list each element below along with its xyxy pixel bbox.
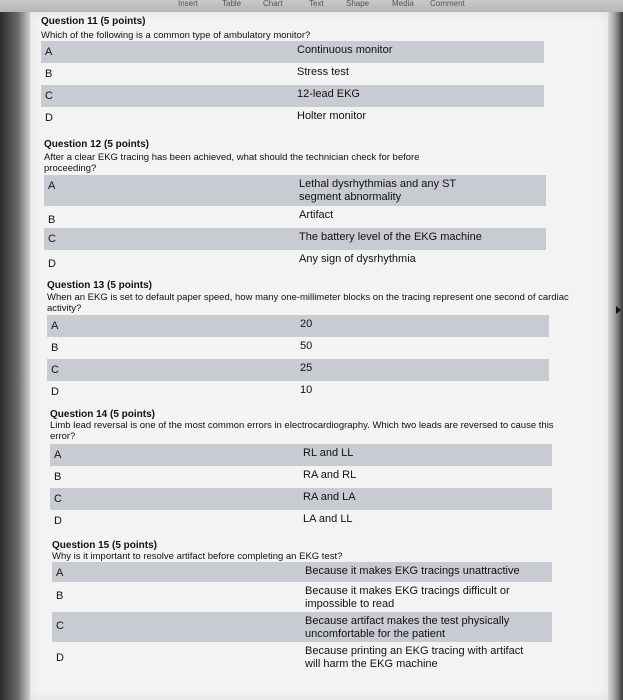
option-letter: A <box>51 320 59 332</box>
question-14-option-d[interactable] <box>50 510 552 532</box>
option-answer: Because printing an EKG tracing with artifact will harm the EKG machine <box>305 645 524 670</box>
option-answer: Because it makes EKG tracings unattractive <box>305 565 520 577</box>
option-letter: A <box>45 46 53 58</box>
toolbar-text[interactable]: Text <box>309 0 324 8</box>
question-11-option-a[interactable] <box>41 41 544 63</box>
toolbar-insert[interactable]: Insert <box>178 0 199 8</box>
question-11-option-c[interactable] <box>41 85 544 107</box>
option-answer: Stress test <box>297 66 349 78</box>
option-letter: C <box>54 493 62 505</box>
option-letter: B <box>48 214 56 226</box>
option-answer: 12-lead EKG <box>297 88 360 100</box>
toolbar-shape[interactable]: Shape <box>346 0 370 8</box>
option-answer: 25 <box>300 362 313 374</box>
option-letter: D <box>54 515 62 527</box>
option-letter: B <box>56 590 64 602</box>
question-15-text: Why is it important to resolve artifact before completing an EKG test? <box>52 551 343 562</box>
option-answer: Artifact <box>299 209 334 221</box>
question-13-title: Question 13 (5 points) <box>47 280 153 291</box>
question-11-option-d[interactable] <box>41 107 544 129</box>
option-letter: B <box>54 471 62 483</box>
option-answer: Because artifact makes the test physically uncomfortable for the patient <box>305 615 510 640</box>
option-letter: D <box>48 258 56 270</box>
option-letter: C <box>48 233 56 245</box>
question-14-option-b[interactable] <box>50 466 552 488</box>
question-13-option-d[interactable] <box>47 381 549 403</box>
question-13-option-c[interactable] <box>47 359 549 381</box>
question-15-option-c[interactable] <box>52 612 552 642</box>
option-letter: C <box>51 364 59 376</box>
question-11-title: Question 11 (5 points) <box>41 16 146 27</box>
question-15-title: Question 15 (5 points) <box>52 540 158 551</box>
question-12-option-c[interactable] <box>44 228 546 250</box>
question-14-text: Limb lead reversal is one of the most common errors in electrocardiography. Which two leads are reversed to cause this error? <box>50 420 554 442</box>
option-answer: RL and LL <box>303 447 354 459</box>
option-answer: The battery level of the EKG machine <box>299 231 482 243</box>
option-answer: LA and LL <box>303 513 353 525</box>
option-answer: Continuous monitor <box>297 44 393 56</box>
question-13-text: When an EKG is set to default paper speed, how many one-millimeter blocks on the tracing represent one second of cardiac activity? <box>47 292 569 314</box>
question-15-option-a[interactable] <box>52 562 552 582</box>
question-14-option-a[interactable] <box>50 444 552 466</box>
option-answer: Because it makes EKG tracings difficult or impossible to read <box>305 585 510 610</box>
option-letter: A <box>56 567 64 579</box>
option-answer: RA and LA <box>303 491 356 503</box>
page-shadow-left <box>0 12 30 700</box>
option-letter: B <box>45 68 53 80</box>
question-12-option-b[interactable] <box>44 206 546 228</box>
toolbar-table[interactable]: Table <box>222 0 242 8</box>
option-answer: 50 <box>300 340 313 352</box>
option-letter: A <box>48 180 56 192</box>
toolbar-media[interactable]: Media <box>392 0 414 8</box>
question-15-option-d[interactable] <box>52 642 552 672</box>
question-13-option-a[interactable] <box>47 315 549 337</box>
question-14-title: Question 14 (5 points) <box>50 409 156 420</box>
app-toolbar <box>0 0 623 12</box>
question-11-text: Which of the following is a common type of ambulatory monitor? <box>41 30 311 41</box>
option-answer: Any sign of dysrhythmia <box>299 253 416 265</box>
question-12-title: Question 12 (5 points) <box>44 139 150 150</box>
option-letter: B <box>51 342 59 354</box>
option-answer: Holter monitor <box>297 110 367 122</box>
question-13-option-b[interactable] <box>47 337 549 359</box>
option-letter: D <box>51 386 59 398</box>
option-letter: C <box>56 620 64 632</box>
option-letter: D <box>45 112 53 124</box>
option-answer: 20 <box>300 318 313 330</box>
question-15-option-b[interactable] <box>52 582 552 612</box>
option-answer: 10 <box>300 384 313 396</box>
option-letter: C <box>45 90 53 102</box>
question-11-option-b[interactable] <box>41 63 544 85</box>
option-letter: D <box>56 652 64 664</box>
toolbar-comment[interactable]: Comment <box>430 0 465 8</box>
question-12-option-a[interactable] <box>44 175 546 206</box>
page-shadow-right <box>608 12 623 700</box>
option-answer: Lethal dysrhythmias and any ST segment abnormality <box>299 178 456 203</box>
question-12-option-d[interactable] <box>44 250 546 272</box>
pointer-arrow-icon <box>616 306 621 314</box>
question-12-text: After a clear EKG tracing has been achieved, what should the technician check for before proceeding? <box>44 152 420 174</box>
option-answer: RA and RL <box>303 469 357 481</box>
question-14-option-c[interactable] <box>50 488 552 510</box>
toolbar-chart[interactable]: Chart <box>263 0 283 8</box>
option-letter: A <box>54 449 62 461</box>
